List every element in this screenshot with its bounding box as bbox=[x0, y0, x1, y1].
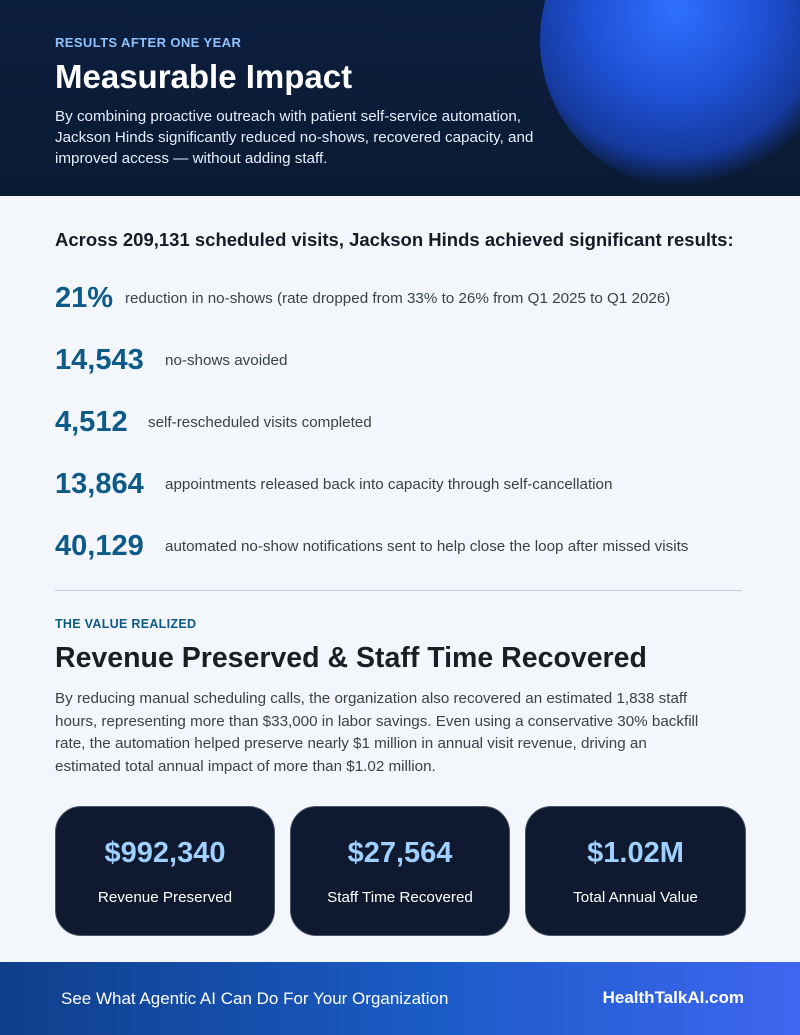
stat-description: reduction in no-shows (rate dropped from 33% to 26% from Q1 2025 to Q1 2026) bbox=[125, 290, 671, 307]
hero-description: By combining proactive outreach with patient self-service automation, Jackson Hinds significantly reduced no-shows, recovered capacity, and improved access — without adding staff. bbox=[55, 108, 534, 167]
metric-card-total-value bbox=[525, 806, 746, 936]
stat-row bbox=[55, 406, 372, 439]
stat-description: self-rescheduled visits completed bbox=[148, 414, 372, 431]
stat-description: automated no-show notifications sent to help close the loop after missed visits bbox=[165, 538, 689, 555]
metric-label: Staff Time Recovered bbox=[327, 889, 473, 906]
hero-eyebrow: RESULTS AFTER ONE YEAR bbox=[55, 35, 242, 50]
results-lead: Across 209,131 scheduled visits, Jackson Hinds achieved significant results: bbox=[55, 229, 734, 250]
footer-banner bbox=[0, 962, 800, 1035]
metric-value: $1.02M bbox=[587, 837, 684, 869]
section-divider bbox=[55, 590, 742, 591]
footer-website-link[interactable]: HealthTalkAI.com bbox=[602, 988, 744, 1007]
metric-card-revenue bbox=[55, 806, 275, 936]
metric-label: Revenue Preserved bbox=[97, 889, 233, 906]
value-description: By reducing manual scheduling calls, the organization also recovered an estimated 1,838 staff hours, representing more than $33,000 in labor savings. Even using a conservative 30% backfill rate, the automation helped preserve nearly $1 million in annual visit revenue, driving an estimated total annual impact of more than $1.02 million. bbox=[55, 690, 699, 775]
stat-value: 13,864 bbox=[55, 468, 144, 500]
stat-value: 14,543 bbox=[55, 344, 144, 376]
hero-header bbox=[0, 0, 800, 196]
stat-value: 21% bbox=[55, 282, 114, 314]
metric-card-staff-time bbox=[290, 806, 510, 936]
value-eyebrow: THE VALUE REALIZED bbox=[55, 617, 197, 631]
stat-row bbox=[55, 468, 612, 501]
footer-cta: See What Agentic AI Can Do For Your Organization bbox=[61, 989, 449, 1008]
page-title: Measurable Impact bbox=[55, 58, 353, 95]
stat-value: 40,129 bbox=[55, 530, 144, 562]
stat-row bbox=[55, 344, 287, 377]
metric-value: $27,564 bbox=[347, 837, 453, 869]
stat-description: no-shows avoided bbox=[165, 352, 288, 369]
decorative-orb bbox=[540, 0, 800, 190]
metric-label: Total Annual Value bbox=[573, 889, 698, 906]
stat-row bbox=[55, 282, 670, 315]
stat-description: appointments released back into capacity through self-cancellation bbox=[165, 476, 613, 493]
stat-value: 4,512 bbox=[55, 406, 128, 438]
stat-row bbox=[55, 530, 688, 563]
value-title: Revenue Preserved & Staff Time Recovered bbox=[55, 642, 647, 674]
metric-value: $992,340 bbox=[104, 837, 226, 869]
